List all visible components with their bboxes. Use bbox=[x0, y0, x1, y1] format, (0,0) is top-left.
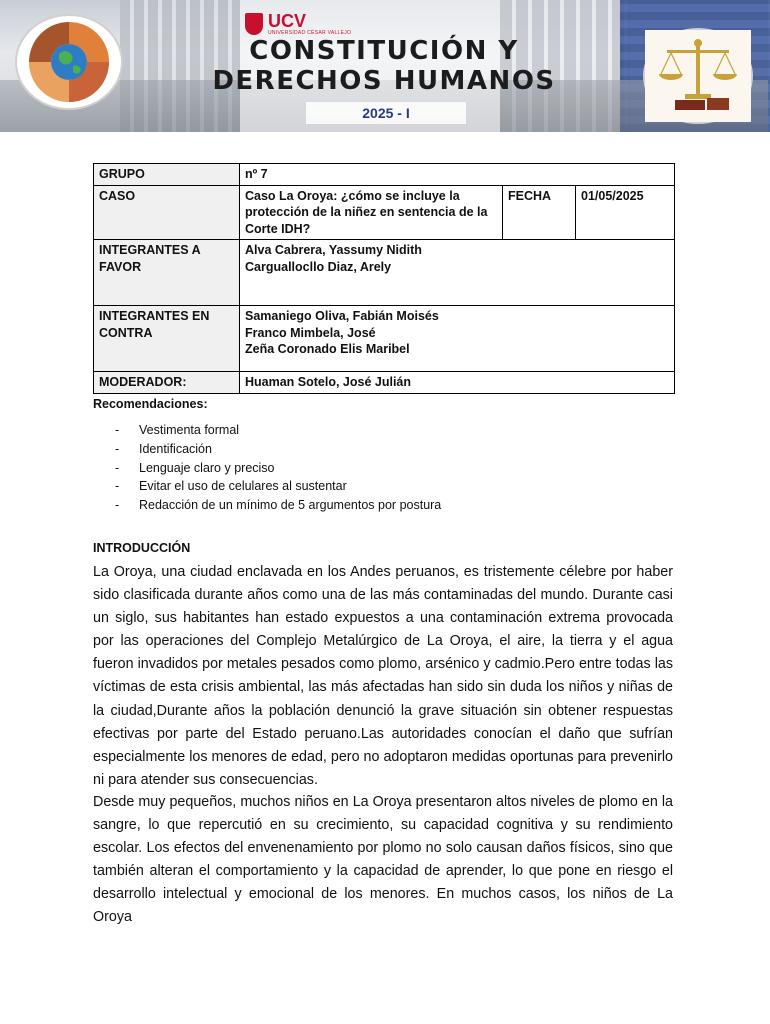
dash-bullet-icon: - bbox=[115, 498, 120, 513]
dash-bullet-icon: - bbox=[115, 460, 120, 475]
dash-bullet-icon: - bbox=[115, 441, 120, 456]
contra-member: Franco Mimbela, José bbox=[245, 325, 376, 340]
table-row bbox=[94, 185, 675, 240]
case-value: Caso La Oroya: ¿cómo se incluye la protección de la niñez en sentencia de la Corte IDH? bbox=[240, 185, 503, 240]
introduction-heading: INTRODUCCIÓN bbox=[93, 541, 191, 555]
recommendations-heading: Recomendaciones: bbox=[93, 397, 208, 411]
introduction-paragraph: La Oroya, una ciudad enclavada en los Andes peruanos, es tristemente célebre por haber sido clasificada durante años como una de las más contaminadas del mundo. Durante casi un siglo, sus habitantes han estado expuestos a una contaminación extrema provocada por las operaciones del Complejo Metalúrgico de La Oroya, el aire, la tierra y el agua fueron invadidos por metales pesados como plomo, arsénico y cadmio.Pero entre todas las víctimas de esta crisis ambiental, las más afectadas han sido sin duda los niños y niñas de la ciudad,Durante años la población denunció la grave situación sin obtener respuestas efectivas por parte del Estado peruano.Las autoridades conocían el daño que sufrían especialmente los menores de edad, pero no adoptaron medidas oportunas para prevenirlo ni para atender sus consecuencias. bbox=[93, 564, 673, 788]
list-item-text: Redacción de un mínimo de 5 argumentos por postura bbox=[139, 498, 442, 513]
introduction-paragraph: Desde muy pequeños, muchos niños en La Oroya presentaron altos niveles de plomo en la sangre, lo que repercutió en su crecimiento, su capacidad cognitiva y su rendimiento escolar. Los efectos del envenenamiento por plomo no solo causan daños físicos, sino que también alteran el comportamiento y la capacidad de aprender, lo que pone en riesgo el desarrollo intelectual y emocional de los menores. En muchos casos, los niños de La Oroya bbox=[93, 794, 673, 926]
dash-bullet-icon: - bbox=[115, 423, 120, 437]
contra-members bbox=[240, 306, 675, 372]
favor-member: Alva Cabrera, Yassumy Nidith bbox=[245, 243, 422, 257]
case-label: CASO bbox=[94, 185, 240, 240]
list-item bbox=[93, 496, 441, 515]
favor-label: INTEGRANTES A FAVOR bbox=[94, 240, 240, 306]
list-item bbox=[93, 459, 441, 478]
date-value: 01/05/2025 bbox=[576, 185, 675, 240]
favor-member: Carguallocllo Diaz, Arely bbox=[245, 259, 392, 274]
list-item bbox=[93, 440, 441, 459]
group-value: nº 7 bbox=[240, 164, 675, 186]
term-label: 2025 - I bbox=[306, 102, 466, 124]
favor-members bbox=[240, 240, 675, 306]
moderator-value: Huaman Sotelo, José Julián bbox=[240, 372, 675, 394]
globe-hands-icon bbox=[15, 14, 123, 110]
table-row bbox=[94, 240, 675, 306]
ucv-logo-text: UCV bbox=[268, 11, 307, 31]
banner-title-line2: DERECHOS HUMANOS bbox=[212, 66, 556, 96]
group-label: GRUPO bbox=[94, 164, 240, 186]
recommendations-list bbox=[93, 421, 441, 515]
header-banner bbox=[0, 0, 768, 132]
table-row bbox=[94, 164, 675, 186]
contra-member: Samaniego Oliva, Fabián Moisés bbox=[245, 309, 439, 323]
list-item-text: Evitar el uso de celulares al sustentar bbox=[139, 479, 347, 494]
list-item bbox=[93, 421, 441, 440]
banner-title-line1: CONSTITUCIÓN Y bbox=[249, 36, 519, 66]
list-item-text: Lenguaje claro y preciso bbox=[139, 460, 275, 475]
table-row bbox=[94, 306, 675, 372]
group-info-table bbox=[93, 163, 675, 394]
contra-member: Zeña Coronado Elis Maribel bbox=[245, 342, 410, 356]
list-item-text: Vestimenta formal bbox=[139, 423, 240, 437]
contra-label: INTEGRANTES EN CONTRA bbox=[94, 306, 240, 372]
ucv-shield-icon bbox=[245, 13, 263, 35]
moderator-label: MODERADOR: bbox=[94, 372, 240, 394]
ucv-logo-subtext: UNIVERSIDAD CÉSAR VALLEJO bbox=[268, 30, 352, 36]
list-item-text: Identificación bbox=[139, 441, 212, 456]
dash-bullet-icon: - bbox=[115, 479, 120, 494]
date-label: FECHA bbox=[503, 185, 576, 240]
table-row bbox=[94, 372, 675, 394]
scales-of-justice-icon bbox=[643, 28, 753, 124]
list-item bbox=[93, 477, 441, 496]
ucv-logo bbox=[245, 12, 351, 36]
